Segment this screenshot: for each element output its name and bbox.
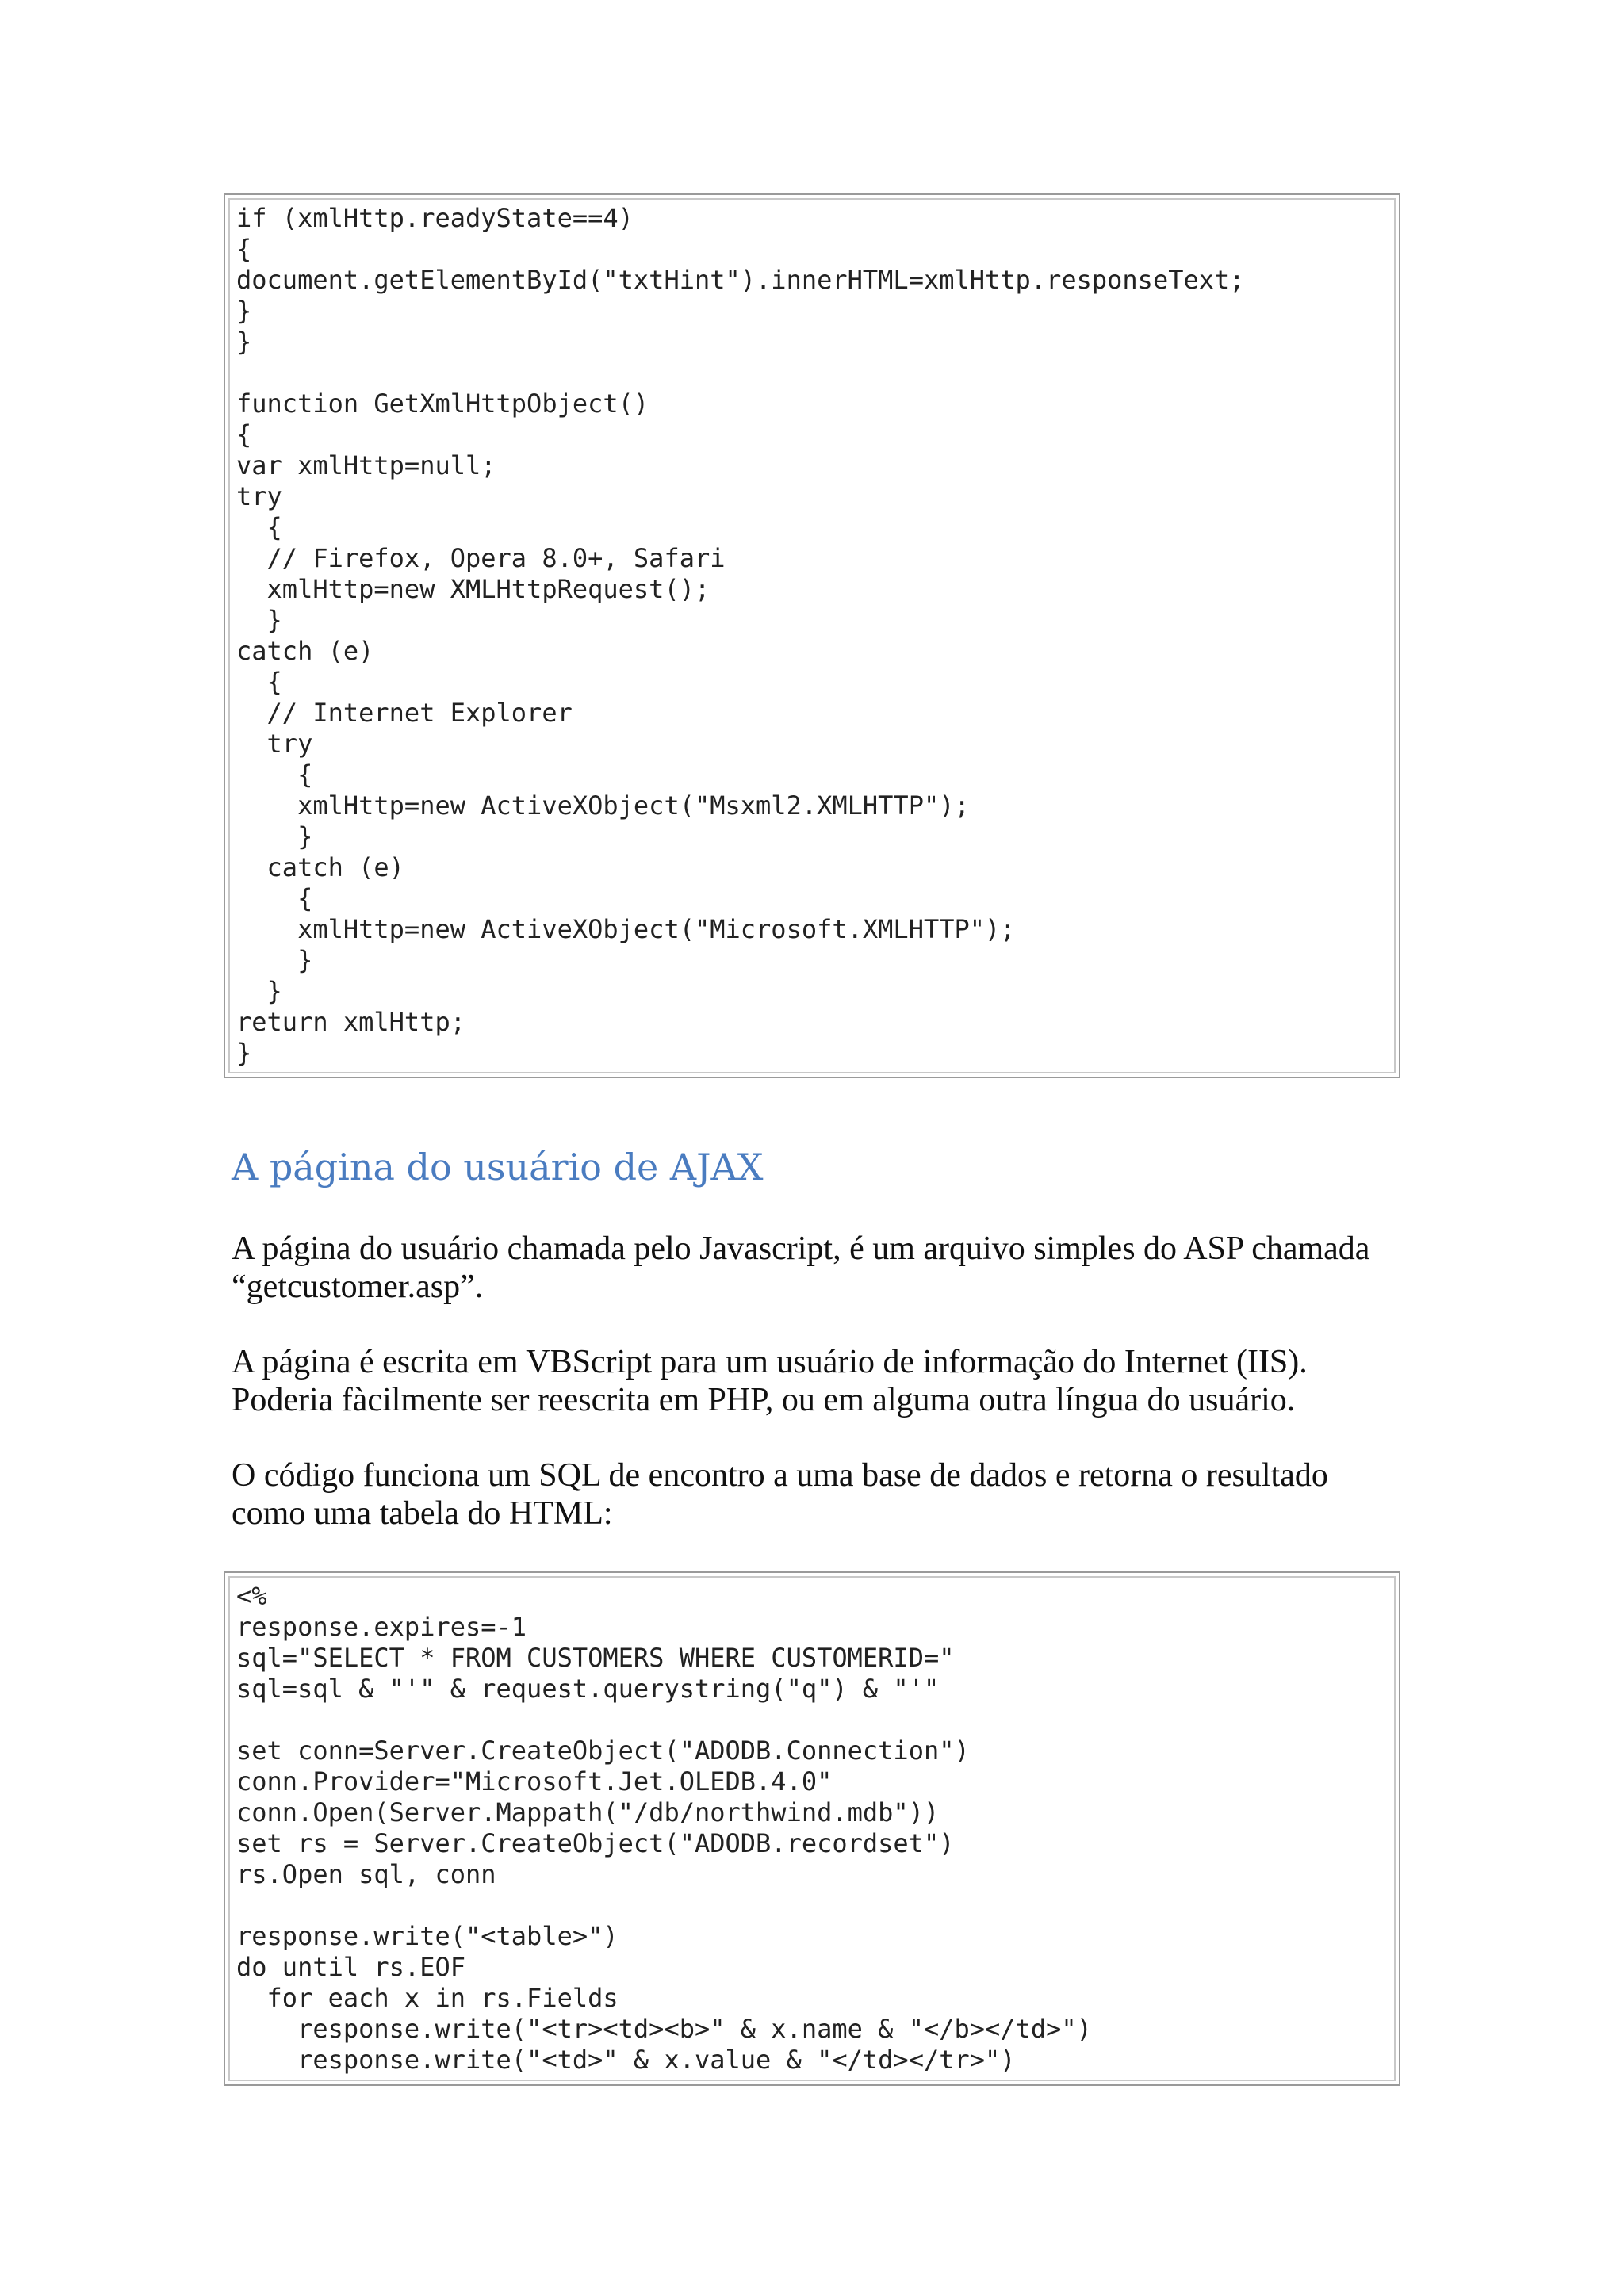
code-block-asp (224, 1571, 1400, 2086)
code-block-inner (228, 198, 1396, 1073)
code-block-javascript (224, 193, 1400, 1078)
paragraph: A página é escrita em VBScript para um usuário de informação do Internet (IIS). Poderia fàcilmente ser reescrita em PHP, ou em alguma outra língua do usuário. (232, 1344, 1308, 1418)
paragraph: A página do usuário chamada pelo Javascript, é um arquivo simples do ASP chamada “getcustomer.asp”. (232, 1230, 1370, 1305)
code-block-inner (228, 1576, 1396, 2081)
paragraph: O código funciona um SQL de encontro a uma base de dados e retorna o resultado como uma tabela do HTML: (232, 1457, 1328, 1532)
code-text: if (xmlHttp.readyState==4) { document.getElementById("txtHint").innerHTML=xmlHttp.responseText; } } function GetXmlHttpObject() { var xmlHttp=null; try { // Firefox, Opera 8.0+, Safari xmlHttp=new XMLHttpRequest(); } catch (e) { // Internet Explorer try { xmlHttp=new ActiveXObject("Msxml2.XMLHTTP"); } catch (e) { xmlHttp=new ActiveXObject("Microsoft.XMLHTTP"); } } return xmlHttp; } (236, 203, 1245, 1068)
code-text: <% response.expires=-1 sql="SELECT * FROM CUSTOMERS WHERE CUSTOMERID=" sql=sql & "'" & request.querystring("q") & "'" set conn=Server.CreateObject("ADODB.Connection") conn.Provider="Microsoft.Jet.OLEDB.4.0" conn.Open(Server.Mappath("/db/northwind.mdb")) set rs = Server.CreateObject("ADODB.recordset") rs.Open sql, conn response.write("<table>") do until rs.EOF for each x in rs.Fields response.write("<tr><td><b>" & x.name & "</b></td>") response.write("<td>" & x.value & "</td></tr>") (236, 1581, 1092, 2075)
section-heading: A página do usuário de AJAX (232, 1146, 764, 1188)
